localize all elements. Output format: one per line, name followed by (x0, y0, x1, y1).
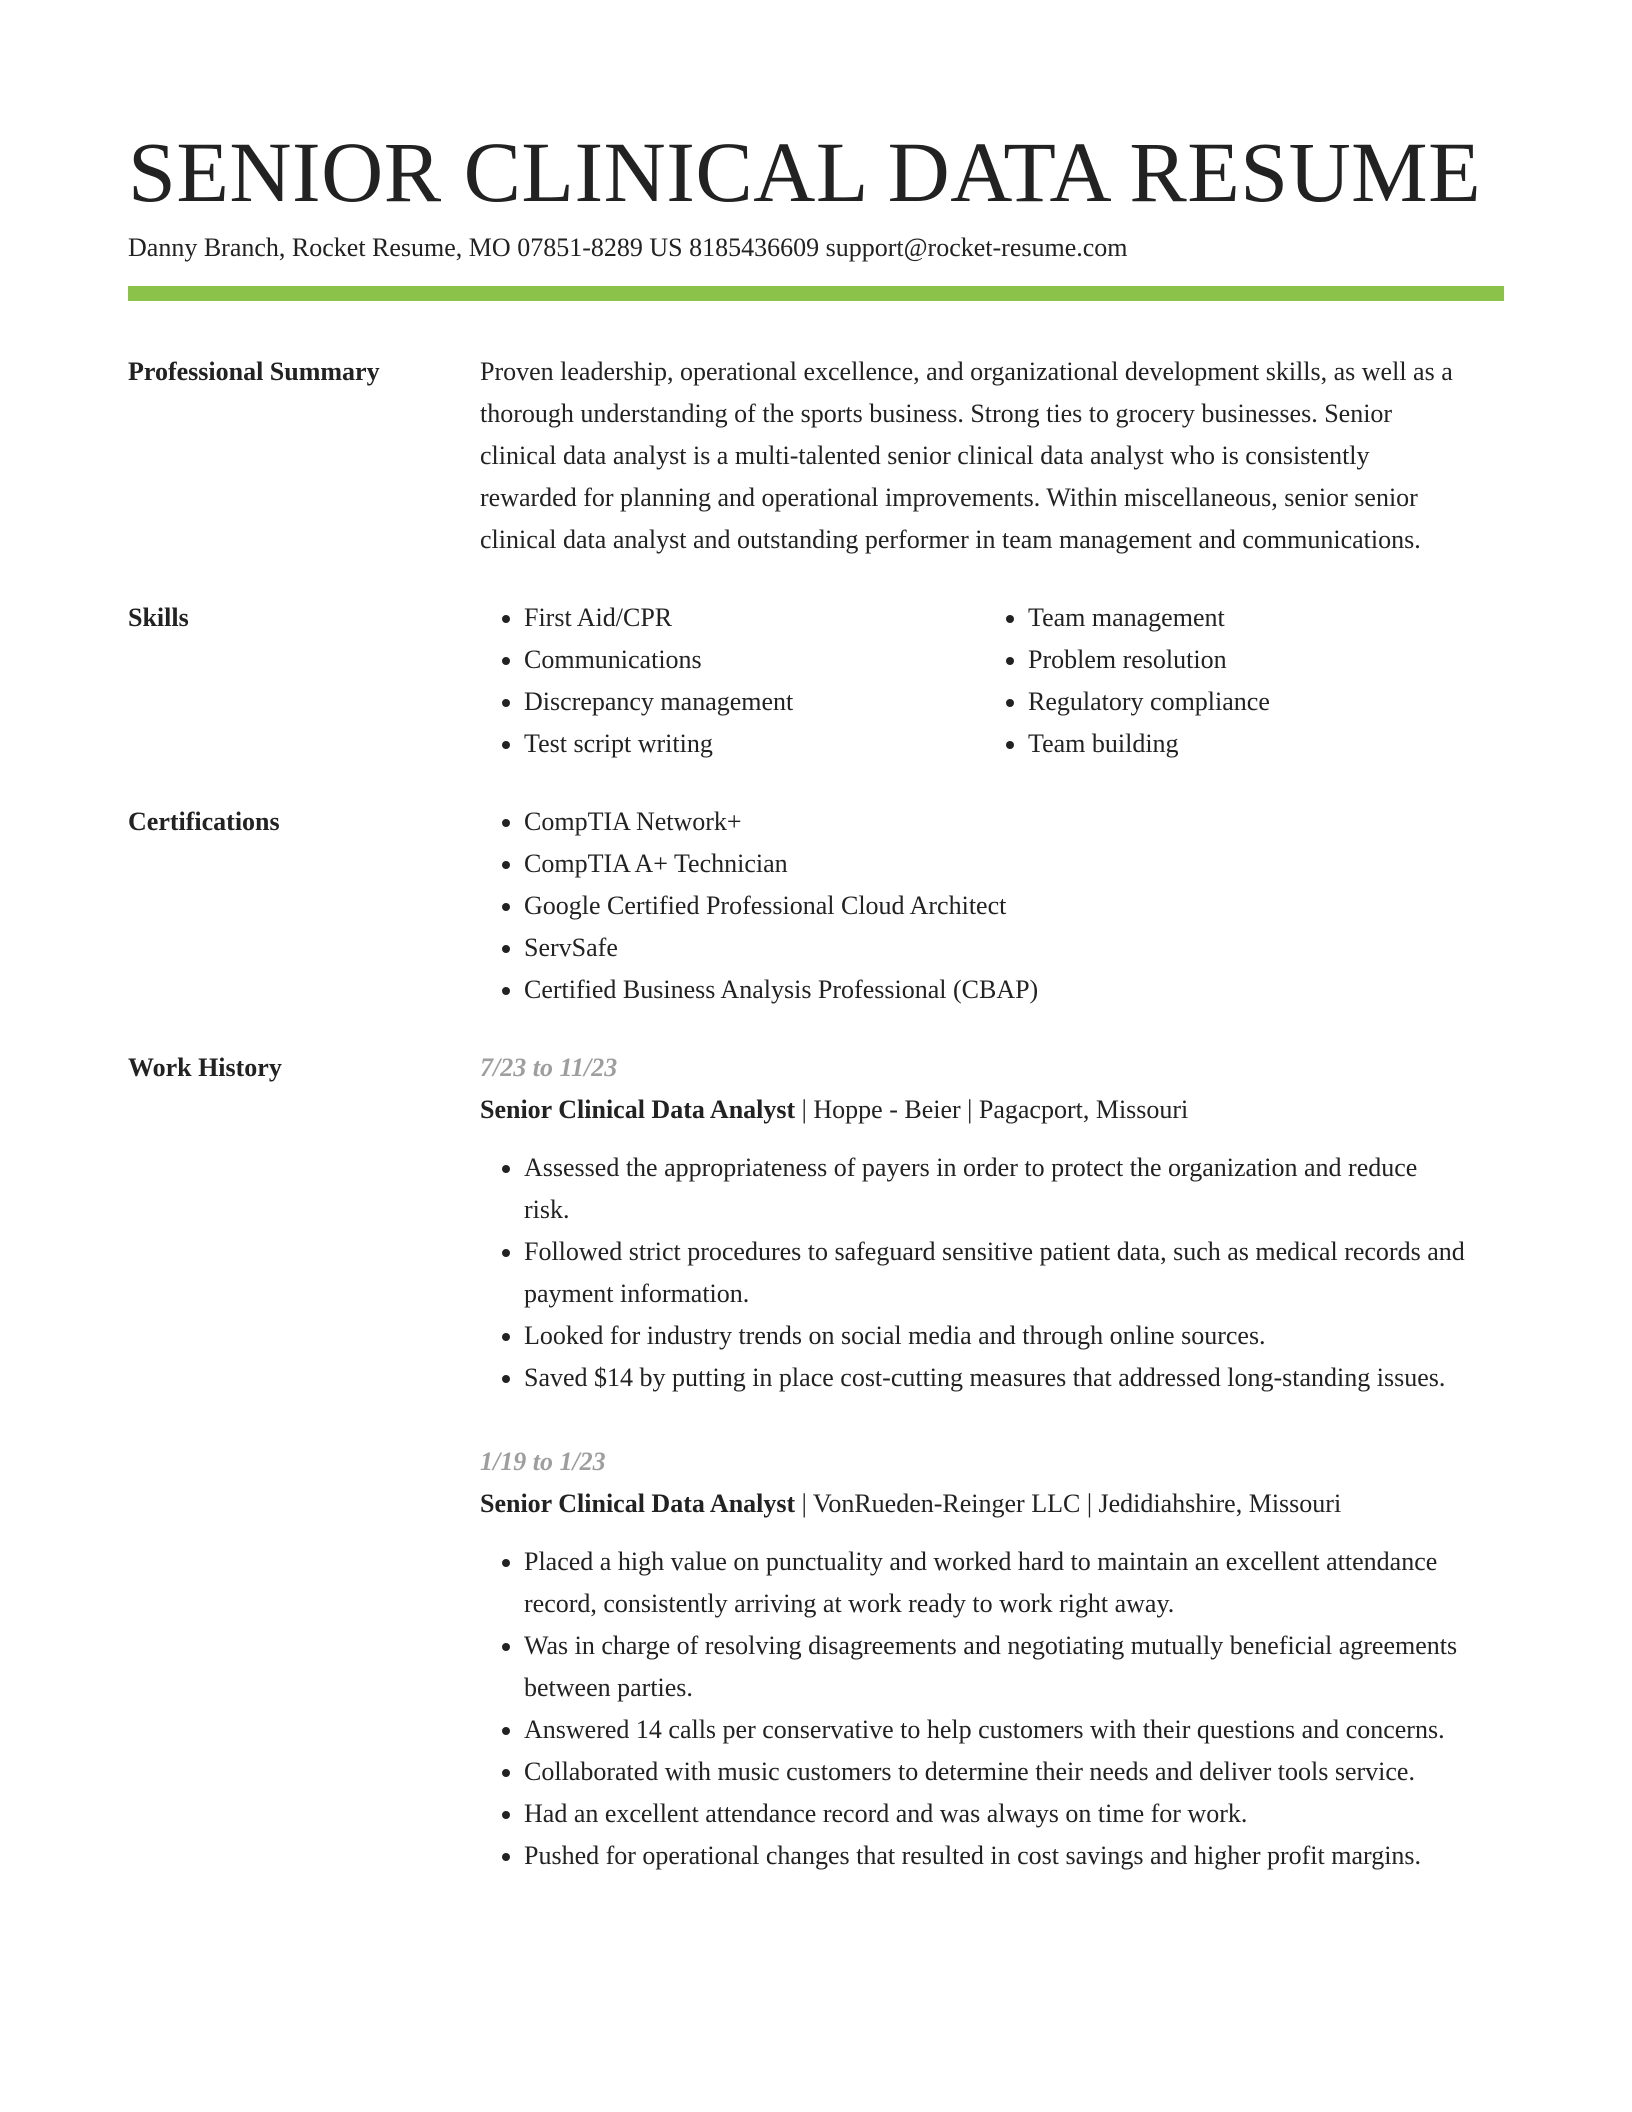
skill-item: • Team building (1028, 723, 1488, 765)
certification-item: • CompTIA Network+ (524, 801, 1504, 843)
summary-section (128, 351, 1504, 561)
job-bullets (480, 1147, 1504, 1399)
skill-item: • Regulatory compliance (1028, 681, 1488, 723)
certification-item: • Certified Business Analysis Professional (CBAP) (524, 969, 1504, 1011)
job-bullet: • Saved $14 by putting in place cost-cutting measures that addressed long-standing issues. (524, 1357, 1468, 1399)
work-history-heading: Work History (128, 1053, 282, 1082)
certifications-heading: Certifications (128, 807, 280, 836)
contact-line: Danny Branch, Rocket Resume, MO 07851-8289 US 8185436609 support@rocket-resume.com (128, 233, 1128, 262)
job-bullet: • Looked for industry trends on social media and through online sources. (524, 1315, 1468, 1357)
skill-item: • Test script writing (524, 723, 984, 765)
skills-list-right (984, 597, 1488, 765)
job-dates: 1/19 to 1/23 (480, 1447, 606, 1476)
skills-heading: Skills (128, 603, 189, 632)
job-employer-location: | VonRueden-Reinger LLC | Jedidiahshire, Missouri (795, 1489, 1342, 1518)
job-bullets (480, 1541, 1504, 1877)
certification-item: • CompTIA A+ Technician (524, 843, 1504, 885)
certifications-section (128, 801, 1504, 1011)
job-entry (480, 1047, 1504, 1399)
job-title: Senior Clinical Data Analyst (480, 1095, 796, 1124)
skills-section (128, 597, 1504, 765)
job-bullet: • Assessed the appropriateness of payers in order to protect the organization and reduce risk. (524, 1147, 1468, 1231)
job-bullet: • Collaborated with music customers to determine their needs and deliver tools service. (524, 1751, 1468, 1793)
job-bullet: • Placed a high value on punctuality and worked hard to maintain an excellent attendance record, consistently arriving at work ready to work right away. (524, 1541, 1468, 1625)
skill-item: • Problem resolution (1028, 639, 1488, 681)
job-heading (480, 1483, 1504, 1525)
work-history-section (128, 1047, 1504, 1919)
skill-item: • Communications (524, 639, 984, 681)
summary-heading: Professional Summary (128, 357, 380, 386)
certification-item: • Google Certified Professional Cloud Architect (524, 885, 1504, 927)
skill-item: • First Aid/CPR (524, 597, 984, 639)
job-bullet: • Had an excellent attendance record and was always on time for work. (524, 1793, 1468, 1835)
skills-list-left (480, 597, 984, 765)
job-heading (480, 1089, 1504, 1131)
resume-page (128, 118, 1504, 1919)
job-title: Senior Clinical Data Analyst (480, 1489, 796, 1518)
summary-text: Proven leadership, operational excellence, and organizational development skills, as well as a thorough understanding of the sports business. Strong ties to grocery businesses. Senior clinical data analyst is a multi-talented senior clinical data analyst who is consistently rewarded for planning and operational improvements. Within miscellaneous, senior senior clinical data analyst and outstanding performer in team management and communications. (480, 357, 1453, 554)
job-employer-location: | Hoppe - Beier | Pagacport, Missouri (795, 1095, 1189, 1124)
resume-title: SENIOR CLINICAL DATA RESUME (128, 124, 1482, 220)
accent-divider (128, 286, 1504, 301)
certification-item: • ServSafe (524, 927, 1504, 969)
job-bullet: • Followed strict procedures to safeguard sensitive patient data, such as medical records and payment information. (524, 1231, 1468, 1315)
job-bullet: • Was in charge of resolving disagreements and negotiating mutually beneficial agreements between parties. (524, 1625, 1468, 1709)
skill-item: • Team management (1028, 597, 1488, 639)
job-entry (480, 1441, 1504, 1877)
certifications-list (480, 801, 1504, 1011)
job-dates: 7/23 to 11/23 (480, 1053, 618, 1082)
job-bullet: • Pushed for operational changes that resulted in cost savings and higher profit margins. (524, 1835, 1468, 1877)
job-bullet: • Answered 14 calls per conservative to help customers with their questions and concerns. (524, 1709, 1468, 1751)
skill-item: • Discrepancy management (524, 681, 984, 723)
